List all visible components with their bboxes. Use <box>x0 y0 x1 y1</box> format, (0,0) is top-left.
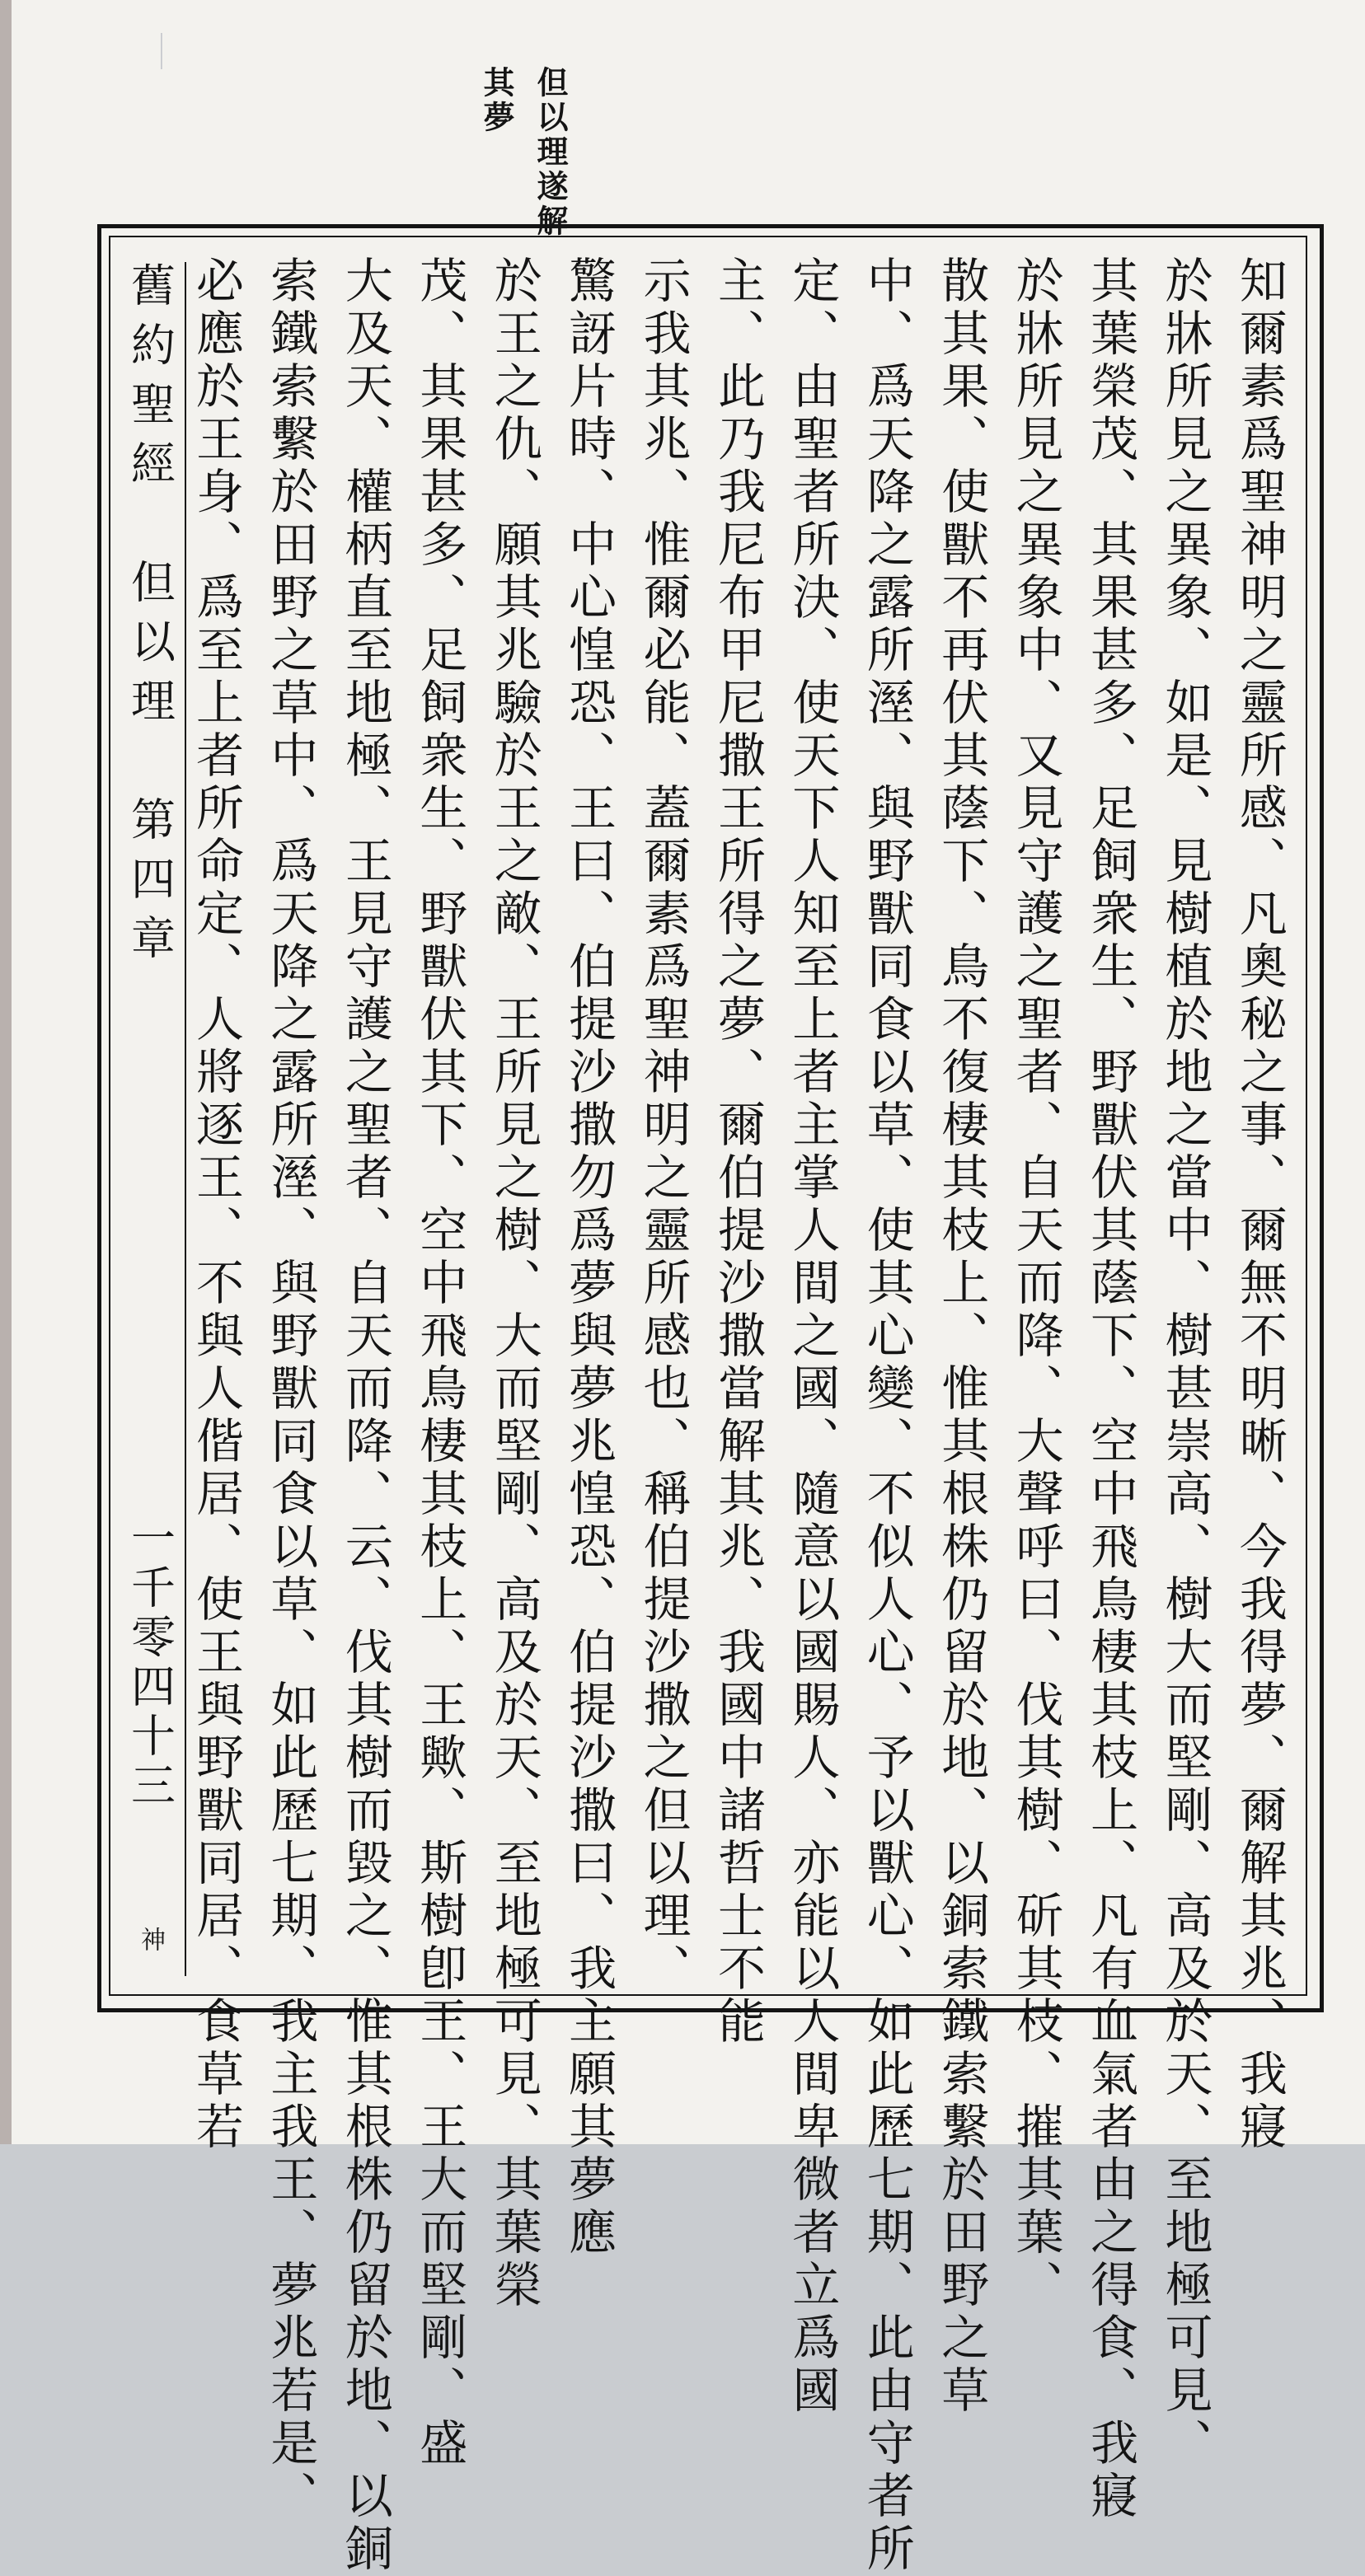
text-column: 其葉榮茂、其果甚多、足飼衆生、野獸伏其蔭下、空中飛鳥棲其枝上、凡有血氣者由之得食、我寢 <box>1082 255 1139 2523</box>
text-column: 主、此乃我尼布甲尼撒王所得之夢、爾伯提沙撒當解其兆、我國中諸哲士不能 <box>709 255 766 2049</box>
signature-mark: 神 <box>136 1927 165 1951</box>
text-column: 必應於王身、爲至上者所命定、人將逐王、不與人偕居、使王與野獸同居、食草若 <box>188 255 244 2154</box>
text-column: 索鐵索繫於田野之草中、爲天降之露所溼、與野獸同食以草、如此歷七期、我主我王、夢兆若是、 <box>262 255 319 2523</box>
text-column: 茂、其果甚多、足飼衆生、野獸伏其下、空中飛鳥棲其枝上、王歟、斯樹卽王、王大而堅剛、盛 <box>411 255 468 2471</box>
running-head-line-1: 但以理遂解 <box>532 66 569 239</box>
text-column: 示我其兆、惟爾必能、蓋爾素爲聖神明之靈所感也、稱伯提沙撒之但以理、 <box>635 255 692 1996</box>
text-column: 於王之仇、願其兆驗於王之敵、王所見之樹、大而堅剛、高及於天、至地極可見、其葉榮 <box>485 255 542 2312</box>
running-head-line-2: 其夢 <box>478 66 515 135</box>
page-number: 一千零四十三 <box>124 1515 176 1811</box>
text-column: 於牀所見之異象、如是、見樹植於地之當中、樹甚崇高、樹大而堅剛、高及於天、至地極可見、 <box>1156 255 1213 2471</box>
text-column: 於牀所見之異象中、又見守護之聖者、自天而降、大聲呼曰、伐其樹、斫其枝、摧其葉、 <box>1007 255 1064 2312</box>
text-column: 散其果、使獸不再伏其蔭下、鳥不復棲其枝上、惟其根株仍留於地、以銅索鐵索繫於田野之草 <box>933 255 990 2418</box>
scripture-text-block <box>186 255 1289 2576</box>
book-chapter-label: 舊約聖經 但以理 第四章 <box>124 262 176 974</box>
running-head <box>474 66 573 239</box>
text-column: 知爾素爲聖神明之靈所感、凡奧秘之事、爾無不明晰、今我得夢、爾解其兆、我寢 <box>1231 255 1288 2154</box>
text-column: 驚訝片時、中心惶恐、王曰、伯提沙撒勿爲夢與夢兆惶恐、伯提沙撒曰、我主願其夢應 <box>561 255 617 2260</box>
text-column: 定、由聖者所決、使天下人知至上者主掌人間之國、隨意以國賜人、亦能以人間卑微者立爲國 <box>784 255 841 2418</box>
bleed-through-text: ＿ <box>154 33 196 76</box>
text-column: 中、爲天降之露所溼、與野獸同食以草、使其心變、不似人心、予以獸心、如此歷七期、此由守者所 <box>858 255 915 2576</box>
margin-column <box>115 262 186 1976</box>
text-column: 大及天、權柄直至地極、王見守護之聖者、自天而降、云、伐其樹而毀之、惟其根株仍留於地、以銅 <box>336 255 393 2576</box>
